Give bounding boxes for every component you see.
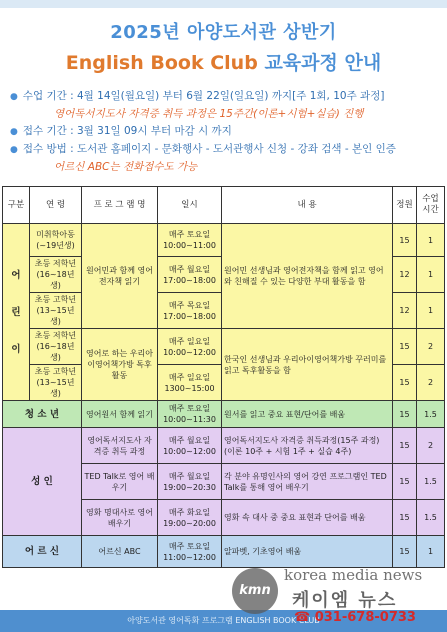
group-senior: 어 르 신	[3, 536, 82, 568]
cell-hours: 2	[417, 329, 445, 365]
kids-char-1: 어	[11, 269, 21, 281]
cell-hours: 1.5	[417, 464, 445, 500]
cell-time: 매주 목요일 17:00~18:00	[158, 293, 222, 329]
cell-time: 매주 월요일 17:00~18:00	[158, 257, 222, 293]
cell-content: 알파벳, 기초영어 배움	[222, 536, 393, 568]
cell-program: 원어민과 함께 영어전자책 읽기	[82, 224, 158, 329]
table-row	[3, 329, 445, 365]
news-watermark	[232, 568, 442, 630]
kmn-logo-icon: kmn	[232, 568, 278, 614]
header-content: 내 용	[222, 187, 393, 224]
kids-char-3: 이	[11, 343, 21, 355]
header-hours: 수업 시간	[417, 187, 445, 224]
cell-program: TED Talk로 영어 배우기	[82, 464, 158, 500]
info-section	[10, 88, 440, 176]
cell-capacity: 15	[393, 329, 417, 365]
bullet-icon: ●	[10, 92, 18, 102]
cell-content: 원서를 읽고 중요 표현/단어를 배움	[222, 401, 393, 428]
cell-hours: 1.5	[417, 401, 445, 428]
cell-capacity: 15	[393, 224, 417, 257]
bullet-icon: ●	[10, 145, 18, 155]
cell-time: 매주 토요일 11:00~12:00	[158, 536, 222, 568]
header-age: 연 령	[30, 187, 82, 224]
kids-char-2: 린	[11, 306, 21, 318]
cell-content: 영화 속 대사 중 중요 표현과 단어를 배움	[222, 500, 393, 536]
table-row	[3, 401, 445, 428]
cell-program: 영어원서 함께 읽기	[82, 401, 158, 428]
cell-capacity: 15	[393, 365, 417, 401]
cell-hours: 1	[417, 536, 445, 568]
cell-age: 초등 고학년 (13~15년생)	[30, 293, 82, 329]
reg-value: 3월 31일 09시 부터 마감 시 까지	[76, 125, 232, 137]
table-row	[3, 536, 445, 568]
group-youth: 청 소 년	[3, 401, 82, 428]
reg-label: 접수 기간 :	[22, 125, 77, 137]
schedule-table	[2, 186, 445, 568]
cell-content: 원어민 선생님과 영어전자책을 함께 읽고 영어와 친해질 수 있는 다양한 부대 활동을 함	[222, 224, 393, 329]
header-program: 프 로 그 램 명	[82, 187, 158, 224]
cell-age: 미취학아동 (~19년생)	[30, 224, 82, 257]
group-kids	[3, 224, 30, 401]
cell-capacity: 15	[393, 464, 417, 500]
table-row	[3, 428, 445, 464]
cell-age: 초등 저학년 (16~18년생)	[30, 257, 82, 293]
info-method	[10, 141, 440, 159]
method-note: 어르신 ABC는 전화접수도 가능	[54, 161, 198, 173]
cell-content: 각 분야 유명인사의 영어 강연 프로그램인 TED Talk를 통해 영어 배우기	[222, 464, 393, 500]
cell-capacity: 15	[393, 428, 417, 464]
cell-hours: 2	[417, 428, 445, 464]
cell-age: 초등 고학년 (13~15년생)	[30, 365, 82, 401]
page-title-line2	[0, 48, 447, 75]
cell-time: 매주 월요일 19:00~20:30	[158, 464, 222, 500]
top-strip	[0, 0, 447, 8]
cell-time: 매주 월요일 10:00~12:00	[158, 428, 222, 464]
cell-time: 매주 일요일 1300~15:00	[158, 365, 222, 401]
method-value: 도서관 홈페이지 - 문화행사 - 도서관행사 신청 - 강좌 검색 - 본인 인증	[76, 143, 396, 155]
cell-time: 매주 일요일 10:00~12:00	[158, 329, 222, 365]
method-label: 접수 방법 :	[22, 143, 77, 155]
cell-hours: 1	[417, 257, 445, 293]
cell-capacity: 12	[393, 293, 417, 329]
cell-time: 매주 화요일 19:00~20:00	[158, 500, 222, 536]
watermark-phone: ☎ 031-678-0733	[294, 610, 416, 625]
cell-hours: 1	[417, 224, 445, 257]
cell-capacity: 15	[393, 401, 417, 428]
watermark-korean: 케이엠 뉴스	[292, 590, 398, 611]
watermark-english: korea media news	[284, 566, 423, 584]
header-category: 구분	[3, 187, 30, 224]
table-row	[3, 224, 445, 257]
cell-age: 초등 저학년 (16~18년생)	[30, 329, 82, 365]
cell-time: 매주 토요일 10:00~11:30	[158, 401, 222, 428]
table-header-row	[3, 187, 445, 224]
cell-hours: 2	[417, 365, 445, 401]
cell-capacity: 15	[393, 500, 417, 536]
cell-capacity: 15	[393, 536, 417, 568]
info-registration	[10, 123, 440, 141]
footer-bar: 아양도서관 영어독화 프로그램 ENGLISH BOOK CLUB	[0, 610, 447, 632]
header-capacity: 정원	[393, 187, 417, 224]
cell-hours: 1.5	[417, 500, 445, 536]
cell-program: 영어독서지도사 자격증 취득 과정	[82, 428, 158, 464]
page-title-line1: 2025년 아양도서관 상반기	[110, 22, 337, 43]
period-note: 영어독서지도사 자격증 취득 과정은 15주간(이론+시험+실습) 진행	[54, 108, 364, 120]
cell-program: 영어로 하는 우리아이영어책가방 독후활동	[82, 329, 158, 401]
period-label: 수업 기간 :	[22, 90, 77, 102]
cell-content: 영어독서지도사 자격증 취득과정(15주 과정) (이론 10주 + 시험 1주 + 실습 4주)	[222, 428, 393, 464]
bullet-icon: ●	[10, 127, 18, 137]
cell-program: 어르신 ABC	[82, 536, 158, 568]
title-english-book-club: English Book Club	[65, 52, 258, 74]
header-datetime: 일시	[158, 187, 222, 224]
cell-hours: 1	[417, 293, 445, 329]
title-course-info: 교육과정 안내	[264, 52, 382, 74]
cell-program: 영화 명대사로 영어 배우기	[82, 500, 158, 536]
group-adult: 성 인	[3, 428, 82, 536]
info-period	[10, 88, 440, 106]
cell-content: 한국인 선생님과 우리아이영어책가방 꾸러미를 읽고 독후활동을 함	[222, 329, 393, 401]
cell-time: 매주 토요일 10:00~11:00	[158, 224, 222, 257]
cell-capacity: 12	[393, 257, 417, 293]
period-value: 4월 14일(월요일) 부터 6월 22일(일요일) 까지[주 1회, 10주 과정]	[76, 90, 385, 102]
